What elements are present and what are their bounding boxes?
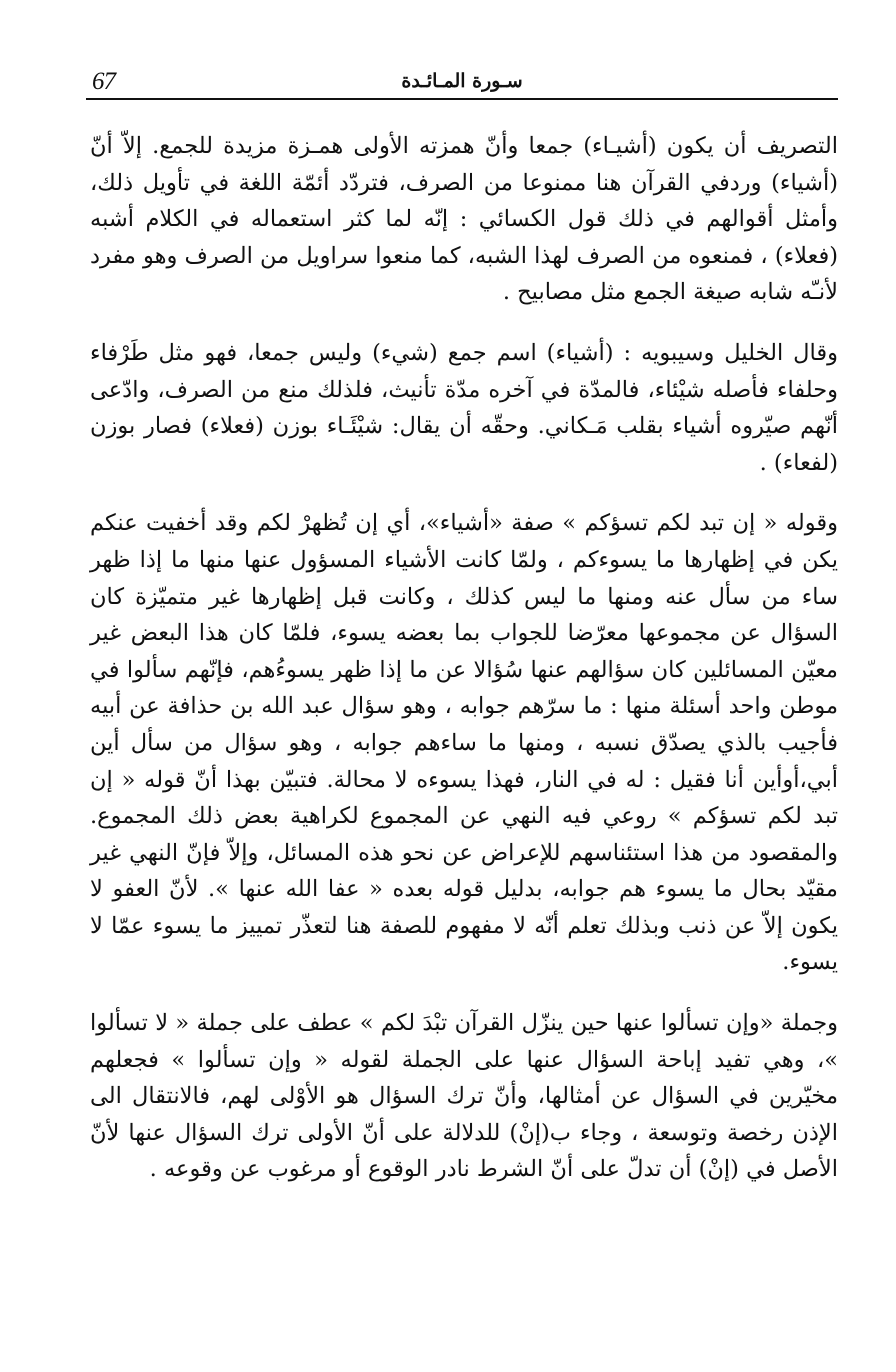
paragraph-3: وقوله « إن تبد لكم تسؤكم » صفة «أشياء»، أي إن تُظهرْ لكم وقد أخفيت عنكم يكن في إظهارها ما يسوءكم ، ولمّا كانت الأشياء المسؤول عنها منها ما إذا ظهر ساء من سأل عنه ومنها ما ليس كذلك ، وكانت قبل إظهارها غير متميّزة كان السؤال عن مجموعها معرّضا للجواب بما بعضه يسوء، فلمّا كان هذا البعض غير معيّن المسائلين كان سؤالهم عنها سُؤالا عن ما إذا ظهر يسوءُهم، فإنّهم سألوا في موطن واحد أسئلة منها : ما سرّهم جوابه ، وهو سؤال عبد الله بن حذافة عن أبيه فأجيب بالذي يصدّق نسبه ، ومنها ما ساءهم جوابه ، وهو سؤال من سأل أين أبي،أوأين أنا فقيل : له في النار، فهذا يسوءه لا محالة. فتبيّن بهذا أنّ قوله « إن تبد لكم تسؤكم » روعي فيه النهي عن المجموع لكراهية بعض ذلك المجموع. والمقصود من هذا استئناسهم للإعراض عن نحو هذه المسائل، وإلاّ فإنّ النهي غير مقيّد بحال ما يسوء هم جوابه، بدليل قوله بعده « عفا الله عنها ». لأنّ العفو لا يكون إلاّ عن ذنب وبذلك تعلم أنّه لا مفهوم للصفة هنا لتعذّر تمييز ما يسوء عمّا لا يسوء. <box>90 510 838 976</box>
body-text <box>90 128 838 1188</box>
header-rule <box>86 98 838 100</box>
paragraph-4: وجملة «وإن تسألوا عنها حين ينزّل القرآن تبْدَ لكم » عطف على جملة « لا تسألوا »، وهي تفيد إباحة السؤال عنها على الجملة لقوله « وإن تسألوا » فجعلهم مخيّرين في السؤال عن أمثالها، وأنّ ترك السؤال هو الأوْلى لهم، فالانتقال الى الإذن رخصة وتوسعة ، وجاء ب(إنْ) للدلالة على أنّ الأولى ترك السؤال عنها لأنّ الأصل في (إنْ) أن تدلّ على أنّ الشرط نادر الوقوع أو مرغوب عن وقوعه . <box>90 1010 838 1183</box>
paragraph-2: وقال الخليل وسيبويه : (أشياء) اسم جمع (شيء) وليس جمعا، فهو مثل طَرْفاء وحلفاء فأصله شيْئاء، فالمدّة في آخره مدّة تأنيث، فلذلك منع من الصرف، وادّعى أنّهم صيّروه أشياء بقلب مَـكاني. وحقّه أن يقال: شيْئَـاء بوزن (فعلاء) فصار بوزن (لفعاء) . <box>90 339 838 476</box>
paragraph-1: التصريف أن يكون (أشيـاء) جمعا وأنّ همزته الأولى همـزة مزيدة للجمع. إلاّ أنّ (أشياء) وردفي القرآن هنا ممنوعا من الصرف، فتردّد أئمّة اللغة في تأويل ذلك، وأمثل أقوالهم في ذلك قول الكسائي : إنّه لما كثر استعماله في الكلام أشبه (فعلاء) ، فمنعوه من الصرف لهذا الشبه، كما منعوا سراويل من الصرف وهو مفرد لأنـّه شابه صيغة الجمع مثل مصابيح . <box>90 133 838 306</box>
running-title: سـورة المـائـدة <box>401 70 523 92</box>
page-header <box>86 62 838 102</box>
page-number: 67 <box>92 68 115 95</box>
